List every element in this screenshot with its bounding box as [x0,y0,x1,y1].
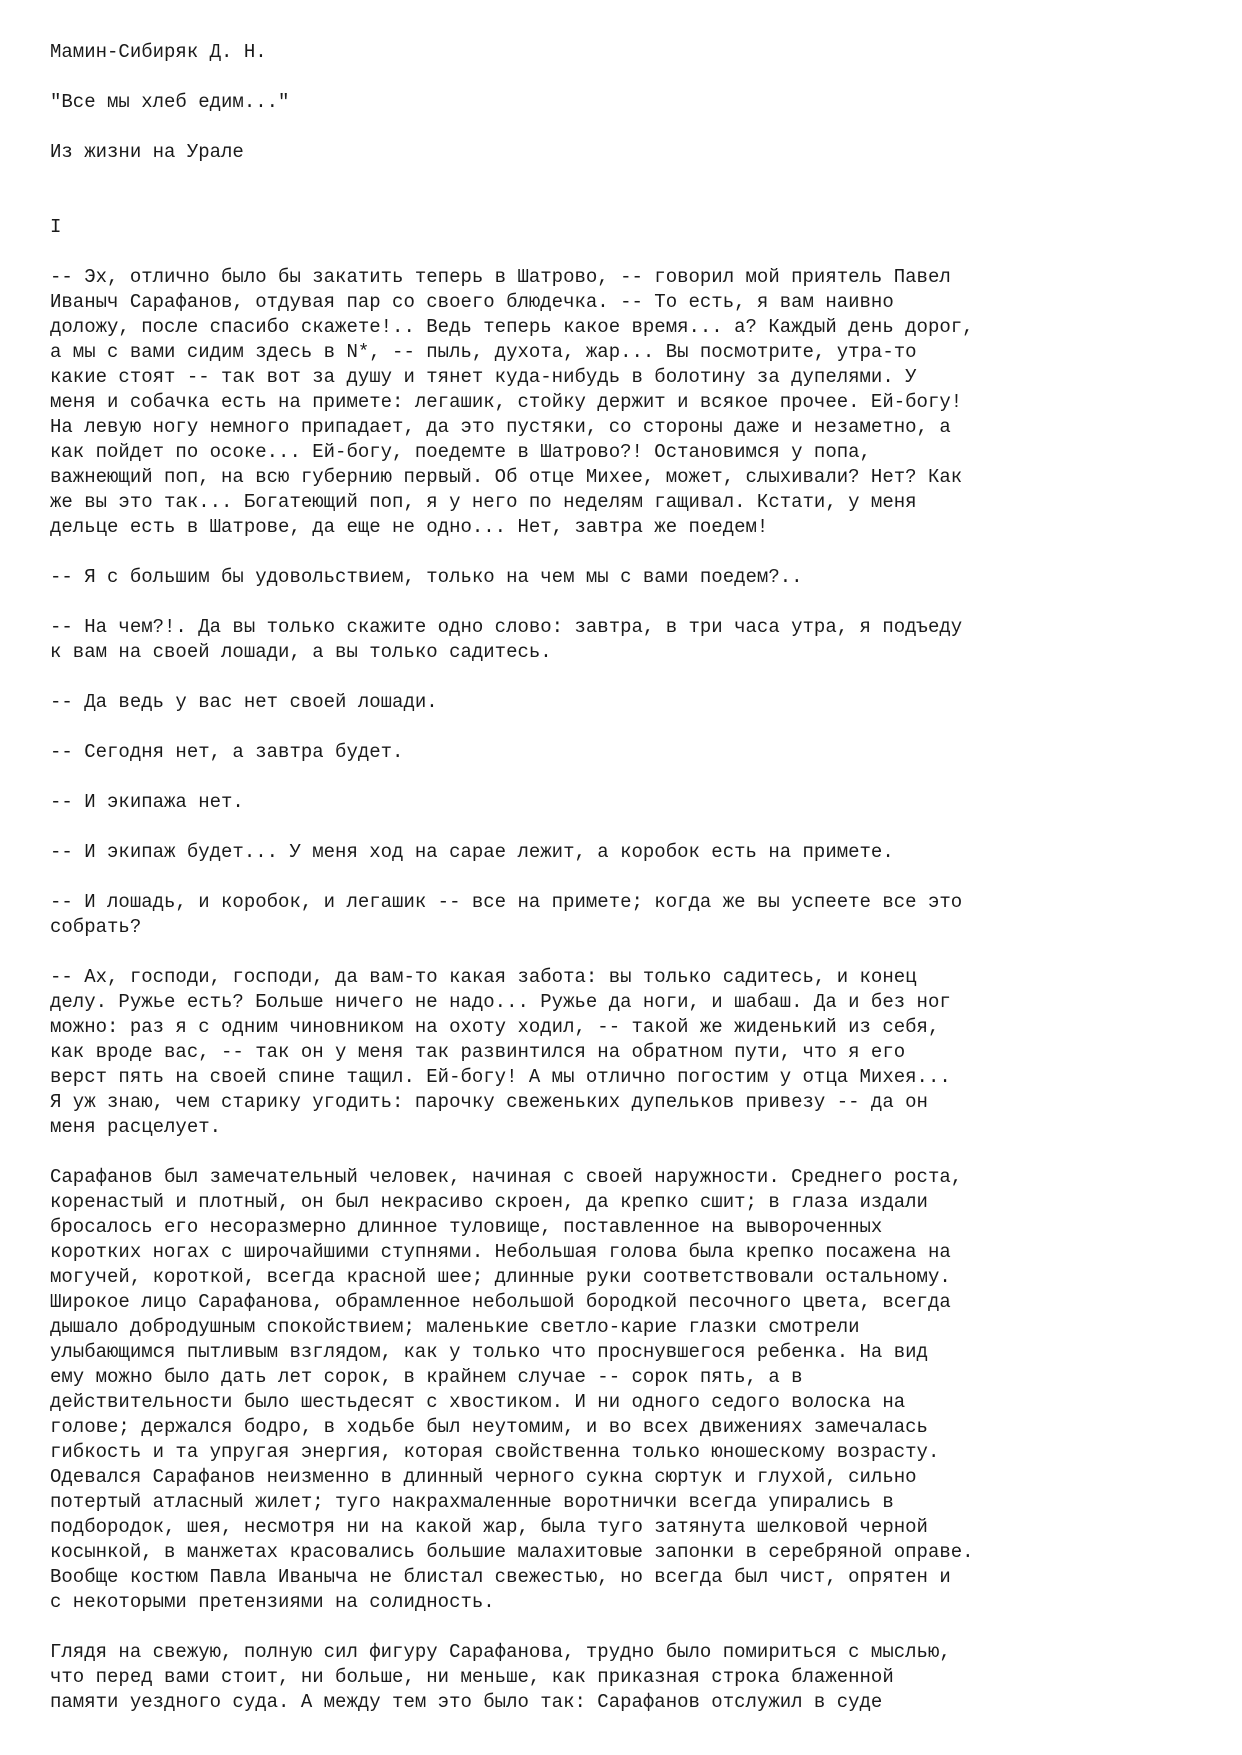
text-line: доложу, после спасибо скажете!.. Ведь теперь какое время... а? Каждый день дорог, [50,316,974,338]
spacer [50,665,1200,690]
paragraph [50,965,1200,1140]
text-line: а мы с вами сидим здесь в N*, -- пыль, духота, жар... Вы посмотрите, утра-то [50,341,917,363]
text-line: -- Сегодня нет, а завтра будет. [50,741,404,763]
text-line: потертый атласный жилет; туго накрахмаленные воротнички всегда упирались в [50,1491,894,1513]
spacer [50,865,1200,890]
spacer [50,1615,1200,1640]
text-line: как вроде вас, -- так он у меня так развинтился на обратном пути, что я его [50,1041,906,1063]
spacer [50,1140,1200,1165]
text-line: Глядя на свежую, полную сил фигуру Сарафанова, трудно было помириться с мыслью, [50,1641,951,1663]
text-line: же вы это так... Богатеющий поп, я у него по неделям гащивал. Кстати, у меня [50,491,917,513]
spacer [50,590,1200,615]
text-line: -- И лошадь, и коробок, и легашик -- все на примете; когда же вы успеете все это [50,891,963,913]
paragraph [50,265,1200,540]
spacer [50,540,1200,565]
text-line: ему можно было дать лет сорок, в крайнем случае -- сорок пять, а в [50,1366,803,1388]
text-line: Сарафанов был замечательный человек, начиная с своей наружности. Среднего роста, [50,1166,963,1188]
spacer [50,765,1200,790]
text-line: важнеющий поп, на всю губернию первый. Об отце Михее, может, слыхивали? Нет? Как [50,466,963,488]
text-line: могучей, короткой, всегда красной шее; длинные руки соответствовали остальному. [50,1266,951,1288]
text-line: памяти уездного суда. А между тем это было так: Сарафанов отслужил в суде [50,1691,883,1713]
text-line: голове; держался бодро, в ходьбе был неутомим, и во всех движениях замечалась [50,1416,928,1438]
text-line: улыбающимся пытливым взглядом, как у только что проснувшегося ребенка. На вид [50,1341,928,1363]
text-line: подбородок, шея, несмотря ни на какой жар, была туго затянута шелковой черной [50,1516,928,1538]
document-text [50,40,1200,1715]
text-line: Вообще костюм Павла Иваныча не блистал свежестью, но всегда был чист, опрятен и [50,1566,951,1588]
text-line: меня расцелует. [50,1116,222,1138]
spacer [50,115,1200,140]
text-line: коренастый и плотный, он был некрасиво скроен, да крепко сшит; в глаза издали [50,1191,928,1213]
text-line: -- И экипажа нет. [50,791,244,813]
text-line: можно: раз я с одним чиновником на охоту ходил, -- такой же жиденький из себя, [50,1016,940,1038]
paragraph [50,740,1200,765]
spacer [50,165,1200,215]
text-line: Я уж знаю, чем старику угодить: парочку свеженьких дупельков привезу -- да он [50,1091,928,1113]
text-line: Иваныч Сарафанов, отдувая пар со своего блюдечка. -- То есть, я вам наивно [50,291,894,313]
spacer [50,940,1200,965]
text-line: с некоторыми претензиями на солидность. [50,1591,495,1613]
text-line: -- Эх, отлично было бы закатить теперь в Шатрово, -- говорил мой приятель Павел [50,266,951,288]
spacer [50,715,1200,740]
text-line: -- На чем?!. Да вы только скажите одно слово: завтра, в три часа утра, я подъеду [50,616,963,638]
text-line: Широкое лицо Сарафанова, обрамленное небольшой бородкой песочного цвета, всегда [50,1291,951,1313]
text-line: -- Ах, господи, господи, да вам-то какая забота: вы только садитесь, и конец [50,966,917,988]
chapter-number: I [50,216,62,238]
text-line: косынкой, в манжетах красовались большие малахитовые запонки в серебряной оправе. [50,1541,974,1563]
text-line: бросалось его несоразмерно длинное туловище, поставленное на вывороченных [50,1216,883,1238]
author-line: Мамин-Сибиряк Д. Н. [50,41,267,63]
subtitle-line: Из жизни на Урале [50,141,244,163]
paragraph [50,1640,1200,1715]
paragraph [50,690,1200,715]
text-line: делу. Ружье есть? Больше ничего не надо... Ружье да ноги, и шабаш. Да и без ног [50,991,951,1013]
text-line: действительности было шестьдесят с хвостиком. И ни одного седого волоска на [50,1391,906,1413]
text-line: меня и собачка есть на примете: легашик, стойку держит и всякое прочее. Ей-богу! [50,391,963,413]
paragraph [50,790,1200,815]
title-line: "Все мы хлеб едим..." [50,91,290,113]
text-line: к вам на своей лошади, а вы только садитесь. [50,641,552,663]
spacer [50,240,1200,265]
text-line: какие стоят -- так вот за душу и тянет куда-нибудь в болотину за дупелями. У [50,366,917,388]
text-line: верст пять на своей спине тащил. Ей-богу! А мы отлично погостим у отца Михея... [50,1066,951,1088]
text-line: На левую ногу немного припадает, да это пустяки, со стороны даже и незаметно, а [50,416,951,438]
text-line: дельце есть в Шатрове, да еще не одно... Нет, завтра же поедем! [50,516,769,538]
paragraph [50,1165,1200,1615]
text-line: -- Я с большим бы удовольствием, только на чем мы с вами поедем?.. [50,566,803,588]
text-line: гибкость и та упругая энергия, которая свойственна только юношескому возрасту. [50,1441,940,1463]
text-line: Одевался Сарафанов неизменно в длинный черного сукна сюртук и глухой, сильно [50,1466,917,1488]
text-line: дышало добродушным спокойствием; маленькие светло-карие глазки смотрели [50,1316,860,1338]
text-line: коротких ногах с широчайшими ступнями. Небольшая голова была крепко посажена на [50,1241,951,1263]
text-line: что перед вами стоит, ни больше, ни меньше, как приказная строка блаженной [50,1666,894,1688]
spacer [50,815,1200,840]
paragraph [50,840,1200,865]
paragraph [50,615,1200,665]
text-line: -- Да ведь у вас нет своей лошади. [50,691,438,713]
text-line: как пойдет по осоке... Ей-богу, поедемте в Шатрово?! Остановимся у попа, [50,441,871,463]
paragraph [50,565,1200,590]
body-paragraphs [50,265,1200,1715]
text-line: -- И экипаж будет... У меня ход на сарае лежит, а коробок есть на примете. [50,841,894,863]
paragraph [50,890,1200,940]
spacer [50,65,1200,90]
text-line: собрать? [50,916,142,938]
